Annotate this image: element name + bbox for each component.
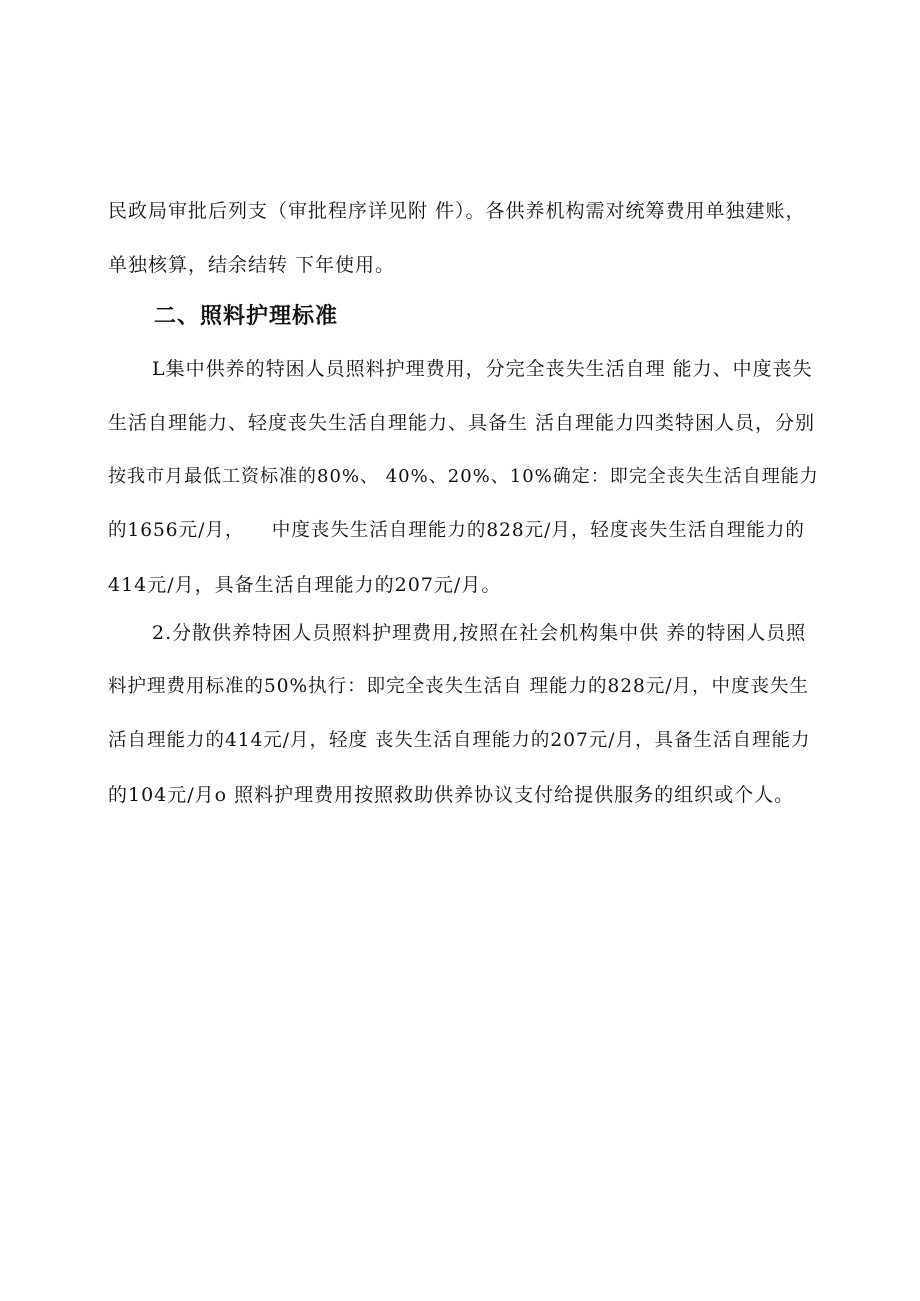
care-standard-paragraph-1 xyxy=(108,342,820,612)
paragraph-2-line-2: 料护理费用标准的50%执行：即完全丧失生活自 理能力的828元/月，中度丧失生 xyxy=(108,676,810,697)
care-standard-paragraph-2 xyxy=(108,606,820,822)
paragraph-1-line-5: 414元/月，具备生活自理能力的207元/月。 xyxy=(108,574,502,596)
intro-paragraph xyxy=(108,184,820,292)
paragraph-1-line-1: L集中供养的特困人员照料护理费用，分完全丧失生活自理 能力、中度丧失 xyxy=(152,358,813,380)
paragraph-1-line-3: 按我市月最低工资标准的80%、 40%、20%、10%确定：即完全丧失生活自理能力 xyxy=(108,466,819,487)
paragraph-2-line-4: 的104元/月o 照料护理费用按照救助供养协议支付给提供服务的组织或个人。 xyxy=(108,784,795,806)
section-heading: 二、照料护理标准 xyxy=(154,304,339,329)
paragraph-1-line-4: 的1656元/月， 中度丧失生活自理能力的828元/月，轻度丧失生活自理能力的 xyxy=(108,520,805,541)
paragraph-2-line-3: 活自理能力的414元/月，轻度 丧失生活自理能力的207元/月，具备生活自理能力 xyxy=(108,730,811,751)
paragraph-1-line-2: 生活自理能力、轻度丧失生活自理能力、具备生 活自理能力四类特困人员，分别 xyxy=(108,412,816,434)
intro-line-2: 单独核算，结余结转 下年使用。 xyxy=(108,254,396,276)
intro-line-1: 民政局审批后列支（审批程序详见附 件）。各供养机构需对统筹费用单独建账， xyxy=(108,200,806,222)
paragraph-2-line-1: 2.分散供养特困人员照料护理费用,按照在社会机构集中供 养的特困人员照 xyxy=(152,622,807,644)
